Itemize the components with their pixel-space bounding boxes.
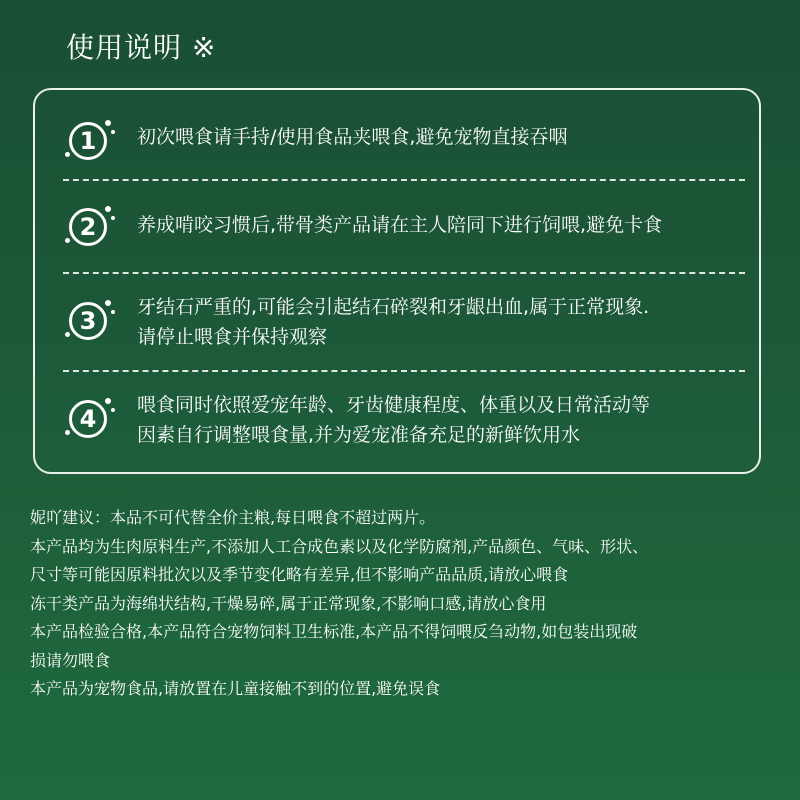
note-line: 本产品为宠物食品,请放置在儿童接触不到的位置,避免误食	[30, 679, 441, 698]
note-line: 冻干类产品为海绵状结构,干燥易碎,属于正常现象,不影响口感,请放心食用	[30, 593, 547, 613]
dashed-divider	[63, 370, 745, 372]
note-line: 损请勿喂食	[30, 650, 111, 670]
decor-dot-icon	[65, 238, 70, 243]
decor-dot-icon	[111, 408, 115, 412]
step-2-line-1: 养成啃咬习惯后,带骨类产品请在主人陪同下进行饲喂,避免卡食	[137, 214, 663, 236]
step-4-line-2: 因素自行调整喂食量,并为爱宠准备充足的新鲜饮用水	[137, 424, 581, 446]
decor-dot-icon	[111, 130, 115, 134]
step-3-number: 3	[69, 302, 107, 340]
step-4-line-1: 喂食同时依照爱宠年龄、牙齿健康程度、体重以及日常活动等	[137, 394, 651, 416]
notes-section	[30, 504, 780, 704]
step-3-line-2: 请停止喂食并保持观察	[137, 326, 328, 348]
decor-dot-icon	[111, 216, 115, 220]
step-1-number-badge	[65, 118, 117, 170]
step-1-line-1: 初次喂食请手持/使用食品夹喂食,避免宠物直接吞咽	[137, 126, 568, 148]
decor-dot-icon	[105, 300, 111, 306]
note-line: 尺寸等可能因原料批次以及季节变化略有差异,但不影响产品品质,请放心喂食	[30, 565, 569, 584]
note-line: 本产品均为生肉原料生产,不添加人工合成色素以及化学防腐剂,产品颜色、气味、形状、	[30, 536, 649, 556]
decor-dot-icon	[105, 398, 111, 404]
step-2-text	[137, 210, 749, 240]
note-line: 妮吖建议：本品不可代替全价主粮,每日喂食不超过两片。	[30, 508, 436, 527]
decor-dot-icon	[65, 430, 70, 435]
step-1-text	[137, 122, 749, 152]
step-3-text	[137, 292, 749, 352]
dashed-divider	[63, 272, 745, 274]
note-line: 本产品检验合格,本产品符合宠物饲料卫生标准,本产品不得饲喂反刍动物,如包装出现破	[30, 622, 638, 641]
step-2-number: 2	[69, 208, 107, 246]
decor-dot-icon	[65, 332, 70, 337]
decor-dot-icon	[111, 310, 115, 314]
step-3-line-1: 牙结石严重的,可能会引起结石碎裂和牙龈出血,属于正常现象.	[137, 296, 650, 318]
step-4-number: 4	[69, 400, 107, 438]
step-1-number: 1	[69, 122, 107, 160]
page-title: 使用说明 ※	[66, 31, 217, 64]
decor-dot-icon	[65, 152, 70, 157]
step-4-text	[137, 390, 749, 450]
step-4-number-badge	[65, 396, 117, 448]
dashed-divider	[63, 179, 745, 181]
decor-dot-icon	[105, 206, 111, 212]
step-3-number-badge	[65, 298, 117, 350]
step-2-number-badge	[65, 204, 117, 256]
instructions-box	[33, 88, 761, 474]
decor-dot-icon	[105, 120, 111, 126]
